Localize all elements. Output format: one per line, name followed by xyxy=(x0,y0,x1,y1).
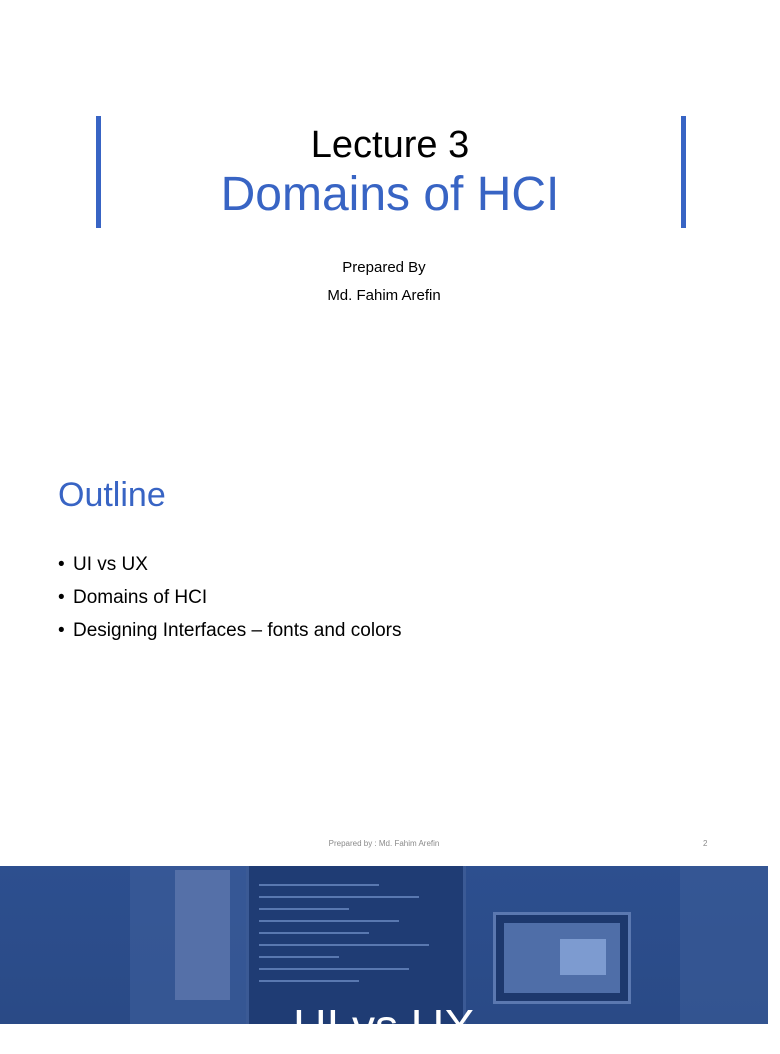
section-banner-slide xyxy=(0,866,768,1052)
list-item: • Designing Interfaces – fonts and colors xyxy=(58,614,401,647)
bullet-icon: • xyxy=(58,587,65,608)
slide-footer: Prepared by : Md. Fahim Arefin xyxy=(328,839,440,848)
slide-title: Domains of HCI xyxy=(220,168,560,221)
bullet-icon: • xyxy=(58,554,65,575)
outline-list xyxy=(58,548,401,647)
outline-heading: Outline xyxy=(58,476,166,514)
background-poster xyxy=(175,870,230,1000)
prepared-by-label: Prepared By xyxy=(342,259,426,276)
section-title: UI vs UX xyxy=(293,1000,475,1052)
page-number: 2 xyxy=(703,839,708,848)
outline-slide xyxy=(0,432,768,864)
background-laptop xyxy=(493,912,631,1004)
lecture-number: Lecture 3 xyxy=(310,124,470,166)
list-item: • Domains of HCI xyxy=(58,581,401,614)
list-item: • UI vs UX xyxy=(58,548,401,581)
author-name: Md. Fahim Arefin xyxy=(327,287,441,304)
bullet-icon: • xyxy=(58,620,65,641)
title-slide xyxy=(0,0,768,432)
